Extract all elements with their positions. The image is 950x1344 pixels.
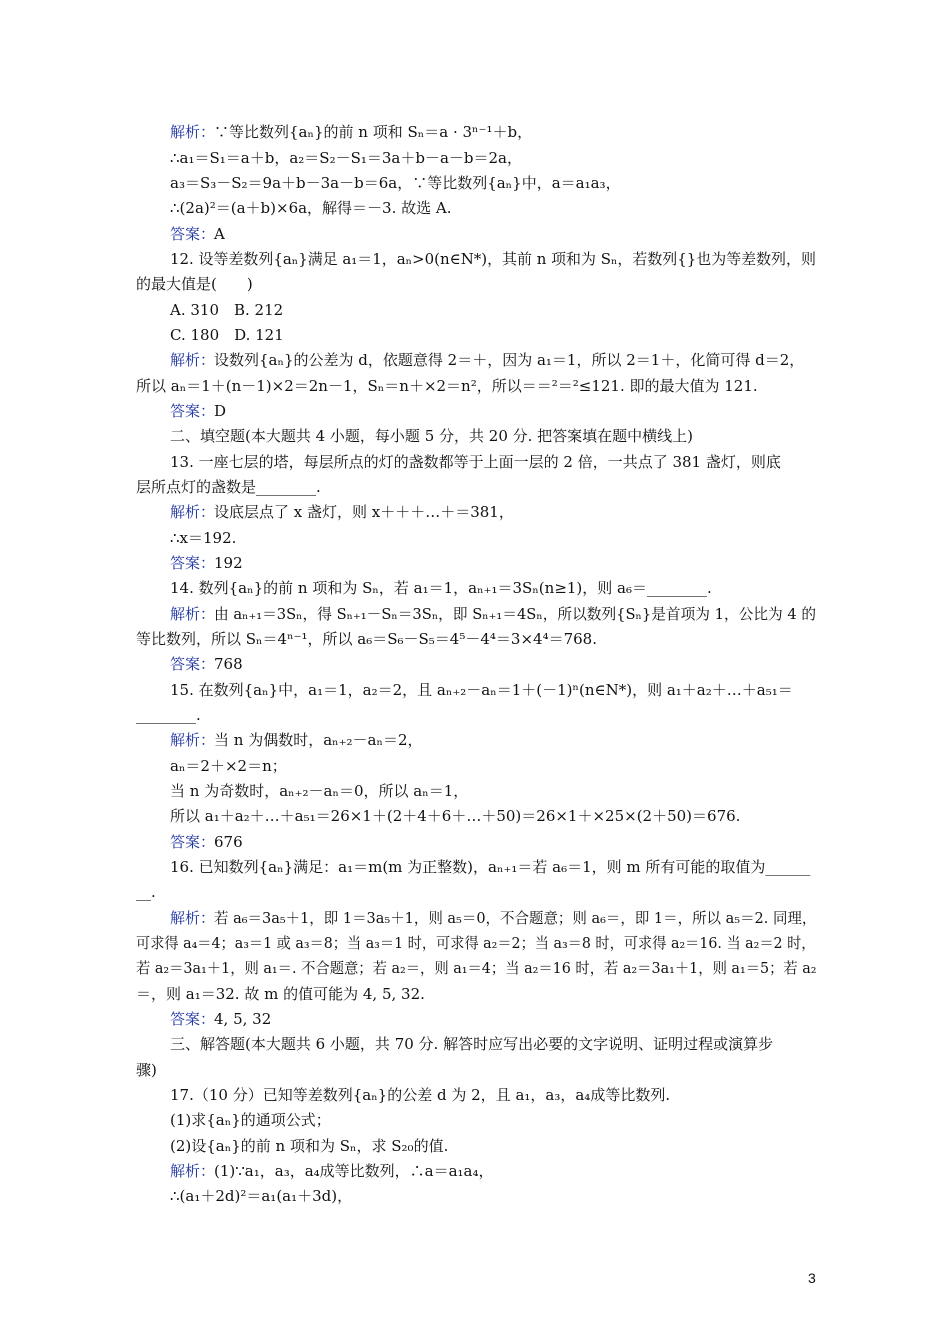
line-text: C. 180 D. 121 — [170, 326, 284, 344]
text-line — [0, 1108, 950, 1132]
line-text: 所以 a₁＋a₂＋…＋a₅₁＝26×1＋(2＋4＋6＋…＋50)＝26×1＋×25×(2＋50)＝676. — [170, 807, 741, 825]
line-text: D — [214, 402, 227, 420]
line-text: a₃＝S₃－S₂＝9a＋b－3a－b＝6a，∵等比数列{aₙ}中，a＝a₁a₃， — [170, 174, 621, 192]
text-line — [0, 982, 950, 1006]
analysis-label: 解析： — [170, 731, 216, 749]
text-line — [0, 754, 950, 778]
line-text: ∴(2a)²＝(a＋b)×6a，解得＝－3. 故选 A. — [170, 199, 452, 217]
text-line — [0, 652, 950, 676]
text-line — [0, 855, 950, 879]
text-line — [0, 272, 950, 296]
line-text: 等比数列，所以 Sₙ＝4ⁿ⁻¹，所以 a₆＝S₆－S₅＝4⁵－4⁴＝3×4⁴＝768. — [136, 630, 597, 648]
line-text: __. — [136, 883, 156, 901]
text-line — [0, 602, 950, 626]
line-text: 15. 在数列{aₙ}中，a₁＝1，a₂＝2，且 aₙ₊₂－aₙ＝1＋(－1)ⁿ(n∈N*)，则 a₁＋a₂＋…＋a₅₁＝ — [170, 681, 793, 699]
line-text: 14. 数列{aₙ}的前 n 项和为 Sₙ，若 a₁＝1，aₙ₊₁＝3Sₙ(n≥1)，则 a₆＝________. — [170, 579, 712, 597]
line-text: ＝，则 a₁＝32. 故 m 的值可能为 4, 5, 32. — [136, 985, 425, 1003]
text-line — [0, 298, 950, 322]
line-text: A. 310 B. 212 — [170, 301, 284, 319]
text-line — [0, 906, 950, 930]
line-text: 17.（10 分）已知等差数列{aₙ}的公差 d 为 2，且 a₁，a₃，a₄成等比数列. — [170, 1086, 671, 1104]
line-text: 由 aₙ₊₁＝3Sₙ，得 Sₙ₊₁－Sₙ＝3Sₙ，即 Sₙ₊₁＝4Sₙ，所以数列{Sₙ}是首项为 1，公比为 4 的 — [214, 605, 817, 623]
text-line — [0, 956, 950, 980]
line-text: ∴a₁＝S₁＝a＋b，a₂＝S₂－S₁＝3a＋b－a－b＝2a， — [170, 149, 522, 167]
section-heading — [0, 424, 950, 448]
text-line — [0, 627, 950, 651]
text-line — [0, 678, 950, 702]
line-text: 768 — [214, 655, 243, 673]
line-text: 当 n 为奇数时，aₙ₊₂－aₙ＝0，所以 aₙ＝1， — [170, 782, 469, 800]
line-text: 骤) — [136, 1061, 157, 1079]
text-line — [0, 703, 950, 727]
text-line — [0, 450, 950, 474]
answer-label: 答案： — [170, 402, 216, 420]
text-line — [0, 931, 950, 955]
text-line — [0, 551, 950, 575]
line-text: 所以 aₙ＝1＋(n－1)×2＝2n－1，Sₙ＝n＋×2＝n²，所以＝＝²＝²≤121. 即的最大值为 121. — [136, 377, 758, 395]
analysis-label: 解析： — [170, 351, 216, 369]
text-line — [0, 323, 950, 347]
text-line — [0, 348, 950, 372]
section-heading — [0, 1032, 950, 1056]
line-text: A — [214, 225, 225, 243]
text-line — [0, 1134, 950, 1158]
text-line — [0, 196, 950, 220]
text-line — [0, 1083, 950, 1107]
analysis-label: 解析： — [170, 909, 216, 927]
text-line — [0, 247, 950, 271]
text-line — [0, 399, 950, 423]
analysis-label: 解析： — [170, 503, 216, 521]
line-text: 可求得 a₄＝4；a₃＝1 或 a₃＝8；当 a₃＝1 时，可求得 a₂＝2；当 a₃＝8 时，可求得 a₂＝16. 当 a₂＝2 时， — [136, 934, 816, 952]
line-text: 4, 5, 32 — [214, 1010, 272, 1028]
text-line — [0, 779, 950, 803]
line-text: 192 — [214, 554, 243, 572]
text-line — [0, 804, 950, 828]
text-line — [0, 374, 950, 398]
answer-label: 答案： — [170, 833, 216, 851]
line-text: 若 a₆＝3a₅＋1，即 1＝3a₅＋1，则 a₅＝0，不合题意；则 a₆＝，即 1＝，所以 a₅＝2. 同理， — [214, 909, 817, 927]
line-text: ________. — [136, 706, 201, 724]
line-text: 二、填空题(本大题共 4 小题，每小题 5 分，共 20 分. 把答案填在题中横线上) — [170, 427, 694, 445]
text-line — [0, 576, 950, 600]
line-text: (2)设{aₙ}的前 n 项和为 Sₙ，求 S₂₀的值. — [170, 1137, 449, 1155]
text-line — [0, 120, 950, 144]
line-text: 若 a₂＝3a₁＋1，则 a₁＝. 不合题意；若 a₂＝，则 a₁＝4；当 a₂＝16 时，若 a₂＝3a₁＋1，则 a₁＝5；若 a₂ — [136, 959, 817, 977]
page-number: 3 — [808, 1270, 816, 1286]
text-line — [0, 830, 950, 854]
answer-label: 答案： — [170, 655, 216, 673]
answer-label: 答案： — [170, 225, 216, 243]
text-line — [0, 146, 950, 170]
line-text: 设数列{aₙ}的公差为 d，依题意得 2＝＋，因为 a₁＝1，所以 2＝1＋，化简可得 d＝2， — [214, 351, 805, 369]
text-line — [0, 1184, 950, 1208]
line-text: 的最大值是( ) — [136, 275, 253, 293]
text-line — [0, 526, 950, 550]
text-line — [0, 1007, 950, 1031]
analysis-label: 解析： — [170, 605, 216, 623]
text-line — [0, 1159, 950, 1183]
text-line — [0, 728, 950, 752]
answer-label: 答案： — [170, 554, 216, 572]
line-text: 12. 设等差数列{aₙ}满足 a₁＝1，aₙ>0(n∈N*)，其前 n 项和为 Sₙ，若数列{}也为等差数列，则 — [170, 250, 816, 268]
line-text: 设底层点了 x 盏灯，则 x＋＋＋…＋＝381， — [214, 503, 514, 521]
text-line — [0, 475, 950, 499]
line-text: 16. 已知数列{aₙ}满足：a₁＝m(m 为正整数)，aₙ₊₁＝若 a₆＝1，则 m 所有可能的取值为______ — [170, 858, 811, 876]
text-line — [0, 880, 950, 904]
line-text: (1)求{aₙ}的通项公式； — [170, 1111, 331, 1129]
line-text: 三、解答题(本大题共 6 小题，共 70 分. 解答时应写出必要的文字说明、证明过程或演算步 — [170, 1035, 774, 1053]
text-line — [0, 222, 950, 246]
line-text: aₙ＝2＋×2＝n； — [170, 757, 287, 775]
answer-label: 答案： — [170, 1010, 216, 1028]
line-text: 13. 一座七层的塔，每层所点的灯的盏数都等于上面一层的 2 倍，一共点了 381 盏灯，则底 — [170, 453, 781, 471]
analysis-label: 解析： — [170, 1162, 216, 1180]
text-line — [0, 171, 950, 195]
analysis-label: 解析： — [170, 123, 216, 141]
line-text: ∵等比数列{aₙ}的前 n 项和 Sₙ＝a · 3ⁿ⁻¹＋b， — [214, 123, 533, 141]
line-text: (1)∵a₁，a₃，a₄成等比数列，∴a＝a₁a₄， — [214, 1162, 494, 1180]
line-text: 层所点灯的盏数是________. — [136, 478, 321, 496]
text-line — [0, 500, 950, 524]
line-text: 当 n 为偶数时，aₙ₊₂－aₙ＝2， — [214, 731, 423, 749]
line-text: ∴(a₁＋2d)²＝a₁(a₁＋3d)， — [170, 1187, 353, 1205]
line-text: 676 — [214, 833, 243, 851]
line-text: ∴x＝192. — [170, 529, 237, 547]
text-line — [0, 1058, 950, 1082]
